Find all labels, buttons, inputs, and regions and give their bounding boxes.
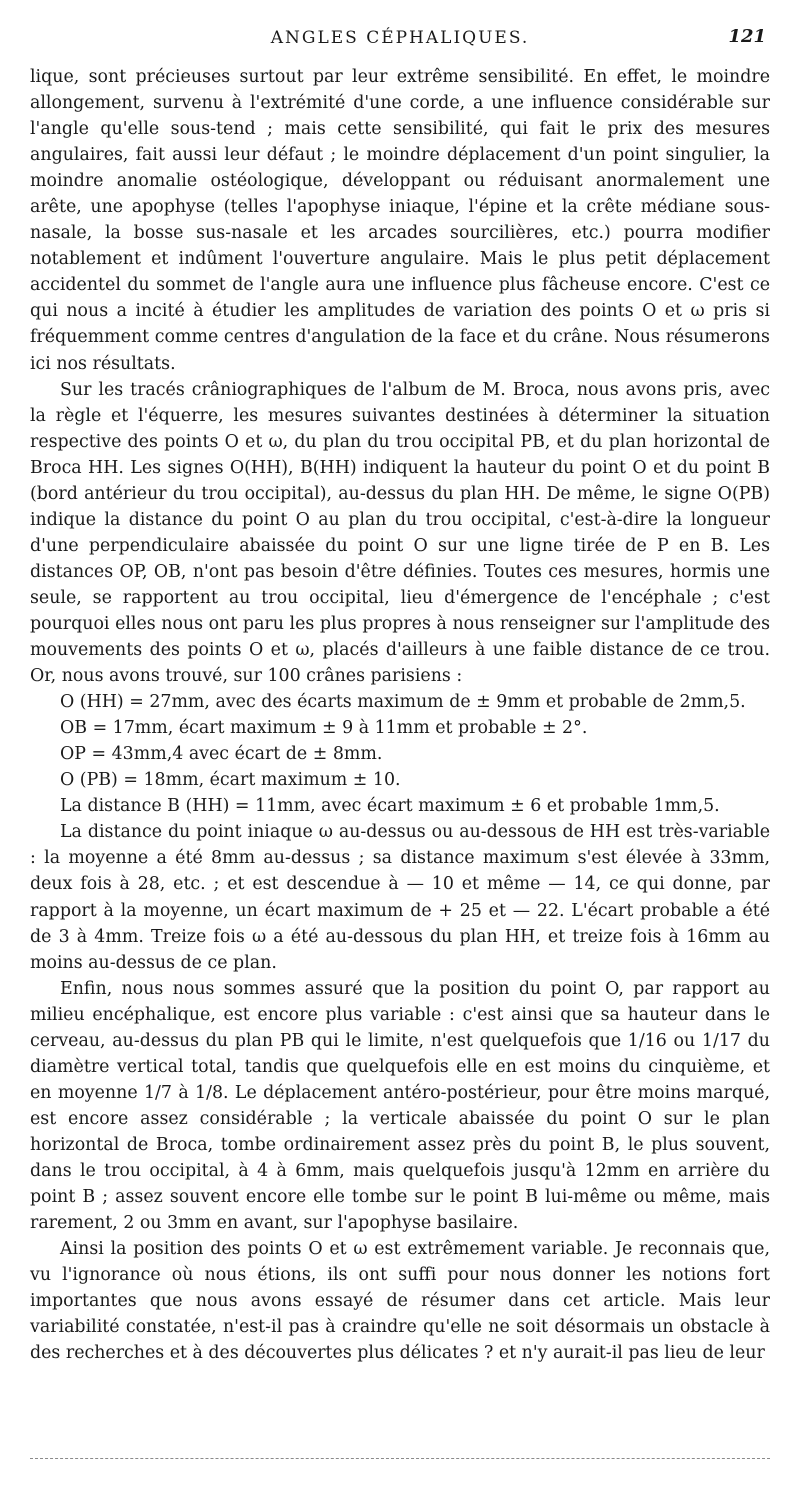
page-number: 121 xyxy=(728,26,766,47)
page xyxy=(30,24,770,1366)
measurement-o-pb: O (PB) = 18mm, écart maximum ± 10. xyxy=(60,770,401,791)
running-head xyxy=(30,24,770,50)
paragraph-iniac-point: La distance du point iniaque ω au-dessus ou au-dessous de HH est très-variable : la moyenne a été 8mm au-dessus ; sa distance maximum s'est élevée à 33mm, deux fois à 28, etc. ; et est descendue à — 10 et même — 14, ce qui donne, par rapport à la moyenne, un écart maximum de + 25 et — 22. L'écart probable a été de 3 à 4mm. Treize fois ω a été au-dessous du plan HH, et treize fois à 16mm au moins au-dessus de ce plan. xyxy=(30,822,770,973)
paragraph-measurements-intro: Sur les tracés crâniographiques de l'album de M. Broca, nous avons pris, avec la règle et l'équerre, les mesures suivantes destinées à déterminer la situation respective des points O et ω, du plan du trou occipital PB, et du plan horizontal de Broca HH. Les signes O(HH), B(HH) indiquent la hauteur du point O et du point B (bord antérieur du trou occipital), au-dessus du plan HH. De même, le signe O(PB) indique la distance du point O au plan du trou occipital, c'est-à-dire la longueur d'une perpendiculaire abaissée du point O sur une ligne tirée de P en B. Les distances OP, OB, n'ont pas besoin d'être définies. Toutes ces mesures, hormis une seule, se rapportent au trou occipital, lieu d'émergence de l'encéphale ; c'est pourquoi elles nous ont paru les plus propres à nous renseigner sur l'amplitude des mouvements des points O et ω, placés d'ailleurs à une faible distance de ce trou. Or, nous avons trouvé, sur 100 crânes parisiens : xyxy=(30,379,770,687)
body-text xyxy=(30,64,770,1366)
measurement-op: OP = 43mm,4 avec écart de ± 8mm. xyxy=(60,744,383,765)
running-title: ANGLES CÉPHALIQUES. xyxy=(270,28,530,48)
measurement-ob: OB = 17mm, écart maximum ± 9 à 11mm et probable ± 2°. xyxy=(60,718,588,739)
measurement-b-hh: La distance B (HH) = 11mm, avec écart maximum ± 6 et probable 1mm,5. xyxy=(60,796,720,817)
paragraph-point-o-position: Enfin, nous nous sommes assuré que la position du point O, par rapport au milieu encéphalique, est encore plus variable : c'est ainsi que sa hauteur dans le cerveau, au-dessus du plan PB qui le limite, n'est quelquefois que 1/16 ou 1/17 du diamètre vertical total, tandis que quelquefois elle en est moins du cinquième, et en moyenne 1/7 à 1/8. Le déplacement antéro-postérieur, pour être moins marqué, est encore assez considérable ; la verticale abaissée du point O sur le plan horizontal de Broca, tombe ordinairement assez près du point B, le plus souvent, dans le trou occipital, à 4 à 6mm, mais quelquefois jusqu'à 12mm en arrière du point B ; assez souvent encore elle tombe sur le point B lui-même ou même, mais rarement, 2 ou 3mm en avant, sur l'apophyse basilaire. xyxy=(30,978,770,1234)
measurement-o-hh: O (HH) = 27mm, avec des écarts maximum de ± 9mm et probable de 2mm,5. xyxy=(60,692,746,713)
footer-rule xyxy=(30,1458,770,1459)
paragraph-conclusion: Ainsi la position des points O et ω est extrêmement variable. Je reconnais que, vu l'ignorance où nous étions, ils ont suffi pour nous donner les notions fort importantes que nous avons essayé de résumer dans cet article. Mais leur variabilité constatée, n'est-il pas à craindre qu'elle ne soit désormais un obstacle à des recherches et à des découvertes plus délicates ? et n'y aurait-il pas lieu de leur xyxy=(30,1239,770,1364)
paragraph-continuation: lique, sont précieuses surtout par leur extrême sensibilité. En effet, le moindre allongement, survenu à l'extrémité d'une corde, a une influence considérable sur l'angle qu'elle sous-tend ; mais cette sensibilité, qui fait le prix des mesures angulaires, fait aussi leur défaut ; le moindre déplacement d'un point singulier, la moindre anomalie ostéologique, développant ou réduisant anormalement une arête, une apophyse (telles l'apophyse iniaque, l'épine et la crête médiane sous-nasale, la bosse sus-nasale et les arcades sourcilières, etc.) pourra modifier notablement et indûment l'ouverture angulaire. Mais le plus petit déplacement accidentel du sommet de l'angle aura une influence plus fâcheuse encore. C'est ce qui nous a incité à étudier les amplitudes de variation des points O et ω pris si fréquemment comme centres d'angulation de la face et du crâne. Nous résumerons ici nos résultats. xyxy=(30,67,770,374)
